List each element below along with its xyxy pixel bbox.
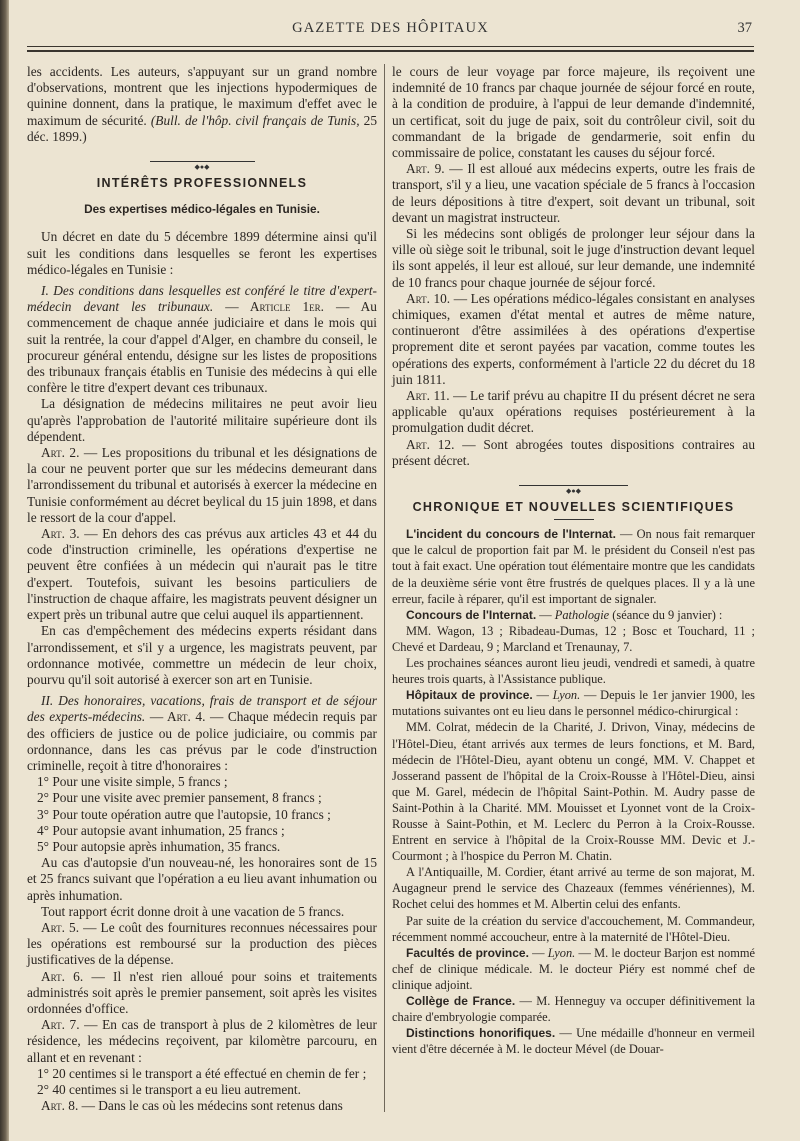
paragraph-text: — M. le docteur Barjon est nommé chef de clinique médicale. M. le docteur Piéry est nommé chef de clinique adjoint. <box>392 945 755 992</box>
article-label: Art. 12. <box>406 436 455 452</box>
paragraph-text: — En dehors des cas prévus aux articles 43 et 44 du code d'instruction criminelle, les opérations d'expertise ne peuvent être confiées à un médecin qui n'aurait pas le titre d'expert. Toutefois, suivant les besoins particuliers de l'instruction de chaque affaire, les magistrats peuvent désigner un expert près un tribunal autre que celui auquel ils appartiennent. <box>27 526 377 623</box>
paragraph: En cas d'empêchement des médecins experts résidant dans l'arrondissement, et s'il y a urgence, les magistrats peuvent, par ordonnance motivée, commettre un médecin de leur choix, pourvu qu'il soit autorisé à exercer son art en Tunisie. <box>27 623 377 687</box>
ornament-diamond-icon: ◆●◆ <box>191 163 214 172</box>
news-lead: Concours de l'Internat. <box>406 607 537 622</box>
right-column <box>392 64 755 1057</box>
paragraph <box>27 526 377 623</box>
article-label: Art. 2. <box>41 445 80 461</box>
paragraph <box>27 920 377 969</box>
citation-date: 25 déc. 1899.) <box>27 112 377 144</box>
section-title: CHRONIQUE ET NOUVELLES SCIENTIFIQUES <box>412 500 735 515</box>
paragraph <box>27 969 377 1018</box>
paragraph <box>27 693 377 774</box>
separator: — <box>532 688 553 703</box>
list-item: 1° 20 centimes si le transport a été effectué en chemin de fer ; <box>37 1065 367 1081</box>
header-rule-thin <box>27 46 754 47</box>
emphasis: Lyon. <box>552 688 581 703</box>
paragraph <box>27 283 377 396</box>
paragraph: Si les médecins sont obligés de prolonger leur séjour dans la ville où siège soit le tribunal, soit le juge d'instruction devant lequel ils sont appelés, il leur est alloué, sur leur demande, une indemnité de 10 francs pour chaque journée de séjour forcé. <box>392 226 755 290</box>
paragraph-text: — On nous fait remarquer que le calcul de proportion fait par M. le président du Conseil n'est pas tout à fait exact. Une opération tout élémentaire montre que les candidats de la deuxième série vont être frustrés de quelques places. Il y a là une erreur, facile à réparer, qu'il est important de signaler. <box>392 527 755 606</box>
article-label: Art. 11. <box>406 388 450 404</box>
paragraph: le cours de leur voyage par force majeure, ils reçoivent une indemnité de 10 francs par chaque journée de séjour forcé en route, à la condition de produire, à l'appui de leur demande d'indemnité, un certificat, soit du juge de paix, soit du contrôleur civil, soit du commandant de la brigade de gendarmerie, soit enfin du commissaire de police, constatant les causes du séjour forcé. <box>392 64 755 161</box>
paragraph: Tout rapport écrit donne droit à une vacation de 5 francs. <box>41 903 345 919</box>
news-lead: Distinctions honorifiques. <box>406 1026 556 1041</box>
emphasis: Lyon. <box>547 945 576 960</box>
paragraph-text: — Le coût des fournitures reconnues nécessaires pour les opérations est remboursé sur la production des pièces justificatives de la dépense. <box>27 919 377 968</box>
paragraph-text: — Chaque médecin requis par des officiers de justice ou de police judiciaire, ou commis par ordonnance, dans les cas prévus par le code d'instruction criminelle, reçoit à titre d'honoraires : <box>27 709 377 773</box>
citation: (Bull. de l'hôp. civil français de Tunis, <box>150 112 360 128</box>
news-item <box>392 945 755 993</box>
ornament-line <box>150 161 255 162</box>
article-label: — Art. 4. <box>149 709 206 725</box>
article-label: — Article 1er. <box>225 299 324 315</box>
news-item <box>392 687 755 719</box>
ornament-line <box>519 485 628 486</box>
paragraph: Au cas d'autopsie d'un nouveau-né, les honoraires sont de 15 et 25 francs suivant que l'opération a eu lieu avant inhumation ou après inhumation. <box>27 855 377 903</box>
paragraph: Par suite de la création du service d'accouchement, M. Commandeur, récemment nommé accoucheur, entre à la maternité de l'Hôtel-Dieu. <box>392 913 755 944</box>
paragraph-text: — Il est alloué aux médecins experts, outre les frais de transport, s'il y a lieu, une vacation spéciale de 5 francs à l'occasion de leurs dépositions à titre d'expert, soit devant un tribunal, soit devant un magistrat instructeur. <box>392 161 756 225</box>
journal-title: GAZETTE DES HÔPITAUX <box>292 20 489 36</box>
ornament-diamond-icon: ◆●◆ <box>562 487 585 496</box>
header-rule-thick <box>27 50 754 52</box>
column-divider <box>384 64 385 1112</box>
list-item: 2° 40 centimes si le transport a eu lieu autrement. <box>37 1081 301 1097</box>
list-item: 4° Pour autopsie avant inhumation, 25 francs ; <box>37 822 285 838</box>
paragraph-text: — Sont abrogées toutes dispositions contraires au présent décret. <box>392 436 755 468</box>
list-item: 2° Pour une visite avec premier pansement, 8 francs ; <box>37 790 322 806</box>
emphasis: Pathologie <box>554 607 610 622</box>
page-number: 37 <box>737 20 752 36</box>
page-binding-edge <box>0 0 9 1141</box>
paragraph: Un décret en date du 5 décembre 1899 détermine ainsi qu'il suit les conditions dans lesquelles se feront les expertises médico-légales en Tunisie : <box>27 229 377 277</box>
paragraph: MM. Colrat, médecin de la Charité, J. Drivon, Vinay, médecins de l'Hôtel-Dieu, étant arrivés aux termes de leurs fonctions, et M. Bard, médecin de l'Hôtel-Dieu, ayant obtenu un congé, MM. V. Chappet et Josserand passent de l'hôpital de la Croix-Rousse à l'Hôtel-Dieu, ainsi que M. Garel, médecin de l'hôpital Saint-Pothin. M. Audry passe de Saint-Pothin à la Charité. MM. Mouisset et Lyonnet vont de la Croix-Rousse à Saint-Pothin, et M. Leclerc du Perron à la Croix-Rousse. Entrent en service à l'hôpital de la Croix-Rousse MM. Devic et J.-Courmont ; à l'hospice du Perron M. Chatin. <box>392 720 755 864</box>
paragraph-text: — Il n'est rien alloué pour soins et traitements administrés soit après le premier pansement, soit après les visites ordonnées d'office. <box>27 968 378 1016</box>
paragraph <box>27 1098 377 1114</box>
paragraph-text: — Au commencement de chaque année judiciaire et dans le mois qui suit la rentrée, la cour d'appel d'Alger, en chambre du conseil, le procureur général entendu, désigne sur les listes de propositions des tribunaux français établis en Tunisie des médecins à qui elle confère le titre d'expert devant ces tribunaux. <box>27 299 377 396</box>
article-title: Des expertises médico-légales en Tunisie. <box>84 202 320 217</box>
article-label: Art. 10. <box>406 290 451 306</box>
article-label: Art. 9. <box>406 161 445 177</box>
paragraph <box>392 161 755 226</box>
paragraph-text: — Les opérations médico-légales consistant en analyses chimiques, examen d'état mental et autres de même nature, continueront d'être assimilées à des opérations d'expertise proprement dite et seront payées par vacation, comme toutes les opérations des experts, conformément à l'article 22 du décret du 18 juin 1811. <box>392 290 756 387</box>
paragraph-text: les accidents. Les auteurs, s'appuyant sur un grand nombre d'observations, montrent que les injections hypodermiques de quinine donnent, dans la pratique, le maximum d'effet avec le maximum de sécurité. <box>27 64 377 128</box>
news-lead: L'incident du concours de l'Internat. <box>406 527 616 542</box>
news-item <box>392 526 755 606</box>
paragraph <box>392 388 755 437</box>
paragraph-text: — M. Henneguy va occuper définitivement la chaire d'embryologie comparée. <box>392 994 756 1025</box>
news-lead: Collège de France. <box>406 994 516 1008</box>
section-ornament <box>27 157 377 172</box>
news-lead: Facultés de province. <box>406 945 529 960</box>
paragraph: Les prochaines séances auront lieu jeudi, vendredi et samedi, à quatre heures trois quarts, à l'Assistance publique. <box>392 656 755 687</box>
subsection-heading: II. Des honoraires, vacations, frais de transport et de séjour des experts-médecins. <box>27 693 377 725</box>
article-label: Art. 6. <box>41 968 84 984</box>
paragraph: A l'Antiquaille, M. Cordier, étant arrivé au terme de son majorat, M. Augagneur prend le service des Chazeaux (femmes vénériennes), M. Rochet celui des hommes et M. Albertin celui des enfants. <box>392 865 755 912</box>
paragraph-text: — En cas de transport à plus de 2 kilomètres de leur résidence, les médecins reçoivent, par kilomètre parcouru, en allant et en revenant : <box>27 1017 377 1065</box>
list-item: 1° Pour une visite simple, 5 francs ; <box>37 774 228 790</box>
paragraph <box>27 64 377 145</box>
list-item: 3° Pour toute opération autre que l'autopsie, 10 francs ; <box>37 806 331 822</box>
paragraph <box>392 437 755 469</box>
paragraph <box>27 1017 377 1066</box>
list-item: 5° Pour autopsie après inhumation, 35 francs. <box>37 838 281 854</box>
left-column <box>27 64 377 1114</box>
paragraph-text: (séance du 9 janvier) : <box>609 607 723 622</box>
article-label: Art. 8. <box>41 1098 79 1114</box>
paragraph-text: — Depuis le 1er janvier 1900, les mutations suivantes ont eu lieu dans le personnel médico-chirurgical : <box>392 688 756 719</box>
article-label: Art. 7. <box>41 1017 80 1033</box>
paragraph-text: — Dans le cas où les médecins sont retenus dans <box>78 1098 343 1114</box>
section-underline <box>554 519 594 520</box>
article-label: Art. 5. <box>41 919 80 935</box>
paragraph <box>392 291 755 388</box>
separator: — <box>528 945 548 960</box>
page-header <box>27 14 754 58</box>
paragraph-text: — Le tarif prévu au chapitre II du présent décret ne sera applicable qu'aux opérations requises postérieurement à la promulgation dudit décret. <box>392 388 755 436</box>
news-item <box>392 993 755 1025</box>
paragraph-text: — Les propositions du tribunal et les désignations de la cour ne peuvent porter que sur les médecins demeurant dans l'arrondissement du tribunal et autorisés à exercer la médecine en Tunisie conformément au décret beylical du 15 juin 1898, et dans le ressort de la cour d'appel. <box>27 445 377 525</box>
separator: — <box>536 607 555 622</box>
section-ornament <box>392 481 755 496</box>
news-item <box>392 1025 755 1057</box>
subsection-heading: I. Des conditions dans lesquelles est conféré le titre d'expert-médecin devant les tribunaux. <box>27 283 377 315</box>
paragraph-text: — Une médaille d'honneur en vermeil vient d'être décernée à M. le docteur Mével (de Douar- <box>392 1026 755 1057</box>
paragraph: MM. Wagon, 13 ; Ribadeau-Dumas, 12 ; Bosc et Touchard, 11 ; Chevé et Dardeau, 9 ; Marcland et Trenaunay, 7. <box>392 623 755 654</box>
section-title: INTÉRÊTS PROFESSIONNELS <box>96 176 308 191</box>
paragraph: La désignation de médecins militaires ne peut avoir lieu qu'après l'approbation de l'autorité militaire supérieure dont ils dépendent. <box>27 396 377 444</box>
article-label: Art. 3. <box>41 526 80 542</box>
news-lead: Hôpitaux de province. <box>406 688 533 703</box>
news-item <box>392 607 755 623</box>
paragraph <box>27 445 377 526</box>
